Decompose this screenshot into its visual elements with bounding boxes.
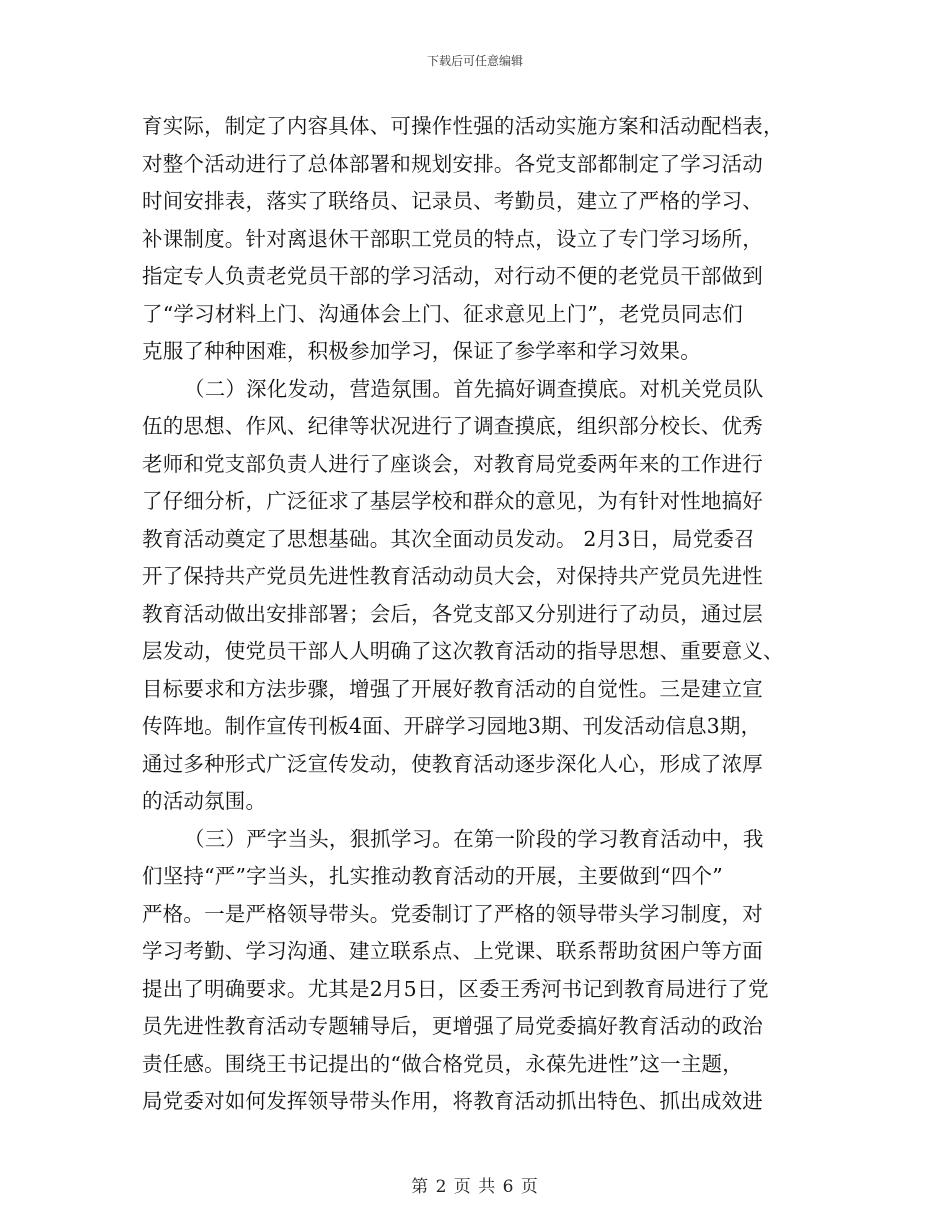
text-line: 补课制度。针对离退休干部职工党员的特点，设立了专门学习场所， — [142, 226, 763, 251]
text-line: 目标要求和方法步骤，增强了开展好教育活动的自觉性。三是建立宣 — [142, 676, 763, 701]
text-line: 责任感。围绕王书记提出的“做合格党员，永葆先进性”这一主题， — [142, 1051, 743, 1076]
text-line: 指定专人负责老党员干部的学习活动，对行动不便的老党员干部做到 — [142, 264, 763, 288]
text-line: 克服了种种困难，积极参加学习，保证了参学率和学习效果。 — [142, 339, 701, 363]
text-line: 通过多种形式广泛宣传发动，使教育活动逐步深化人心，形成了浓厚 — [142, 751, 763, 776]
text-line: 提出了明确要求。尤其是2月5日，区委王秀河书记到教育局进行了党 — [142, 976, 769, 1001]
text-line: 严格。一是严格领导带头。党委制订了严格的领导带头学习制度，对 — [142, 901, 763, 926]
text-line: 员先进性教育活动专题辅导后，更增强了局党委搞好教育活动的政治 — [142, 1014, 763, 1038]
text-line: 了仔细分析，广泛征求了基层学校和群众的意见，为有针对性地搞好 — [142, 489, 763, 513]
text-line: 们坚持“严”字当头，扎实推动教育活动的开展，主要做到“四个” — [142, 864, 723, 888]
text-line: 伍的思想、作风、纪律等状况进行了调查摸底，组织部分校长、优秀 — [142, 414, 763, 438]
page-header-note: 下载后可任意编辑 — [426, 54, 523, 68]
page-number-footer: 第 2 页 共 6 页 — [411, 1177, 539, 1197]
text-line: 开了保持共产党员先进性教育活动动员大会，对保持共产党员先进性 — [142, 564, 763, 588]
text-line: 了“学习材料上门、沟通体会上门、征求意见上门”，老党员同志们 — [142, 301, 743, 326]
document-body — [142, 108, 812, 1121]
text-line: 的活动氛围。 — [142, 789, 267, 813]
text-line: 老师和党支部负责人进行了座谈会，对教育局党委两年来的工作进行 — [142, 451, 763, 476]
text-line: 教育活动奠定了思想基础。其次全面动员发动。 2月3日，局党委召 — [142, 526, 755, 551]
text-line: 育实际，制定了内容具体、可操作性强的活动实施方案和活动配档表， — [142, 114, 784, 138]
paragraph-heading-line: （二）深化发动，营造氛围。首先搞好调查摸底。对机关党员队 — [184, 376, 764, 401]
text-line: 局党委对如何发挥领导带头作用，将教育活动抓出特色、抓出成效进 — [142, 1089, 763, 1113]
paragraph-heading-line: （三）严字当头，狠抓学习。在第一阶段的学习教育活动中，我 — [184, 826, 764, 851]
text-line: 学习考勤、学习沟通、建立联系点、上党课、联系帮助贫困户等方面 — [142, 939, 763, 963]
text-line: 对整个活动进行了总体部署和规划安排。各党支部都制定了学习活动 — [142, 151, 763, 176]
text-line: 教育活动做出安排部署；会后，各党支部又分别进行了动员，通过层 — [142, 601, 763, 626]
text-line: 时间安排表，落实了联络员、记录员、考勤员，建立了严格的学习、 — [142, 189, 763, 213]
text-line: 传阵地。制作宣传刊板4面、开辟学习园地3期、刊发活动信息3期， — [142, 714, 762, 738]
text-line: 层发动，使党员干部人人明确了这次教育活动的指导思想、重要意义、 — [142, 639, 784, 663]
